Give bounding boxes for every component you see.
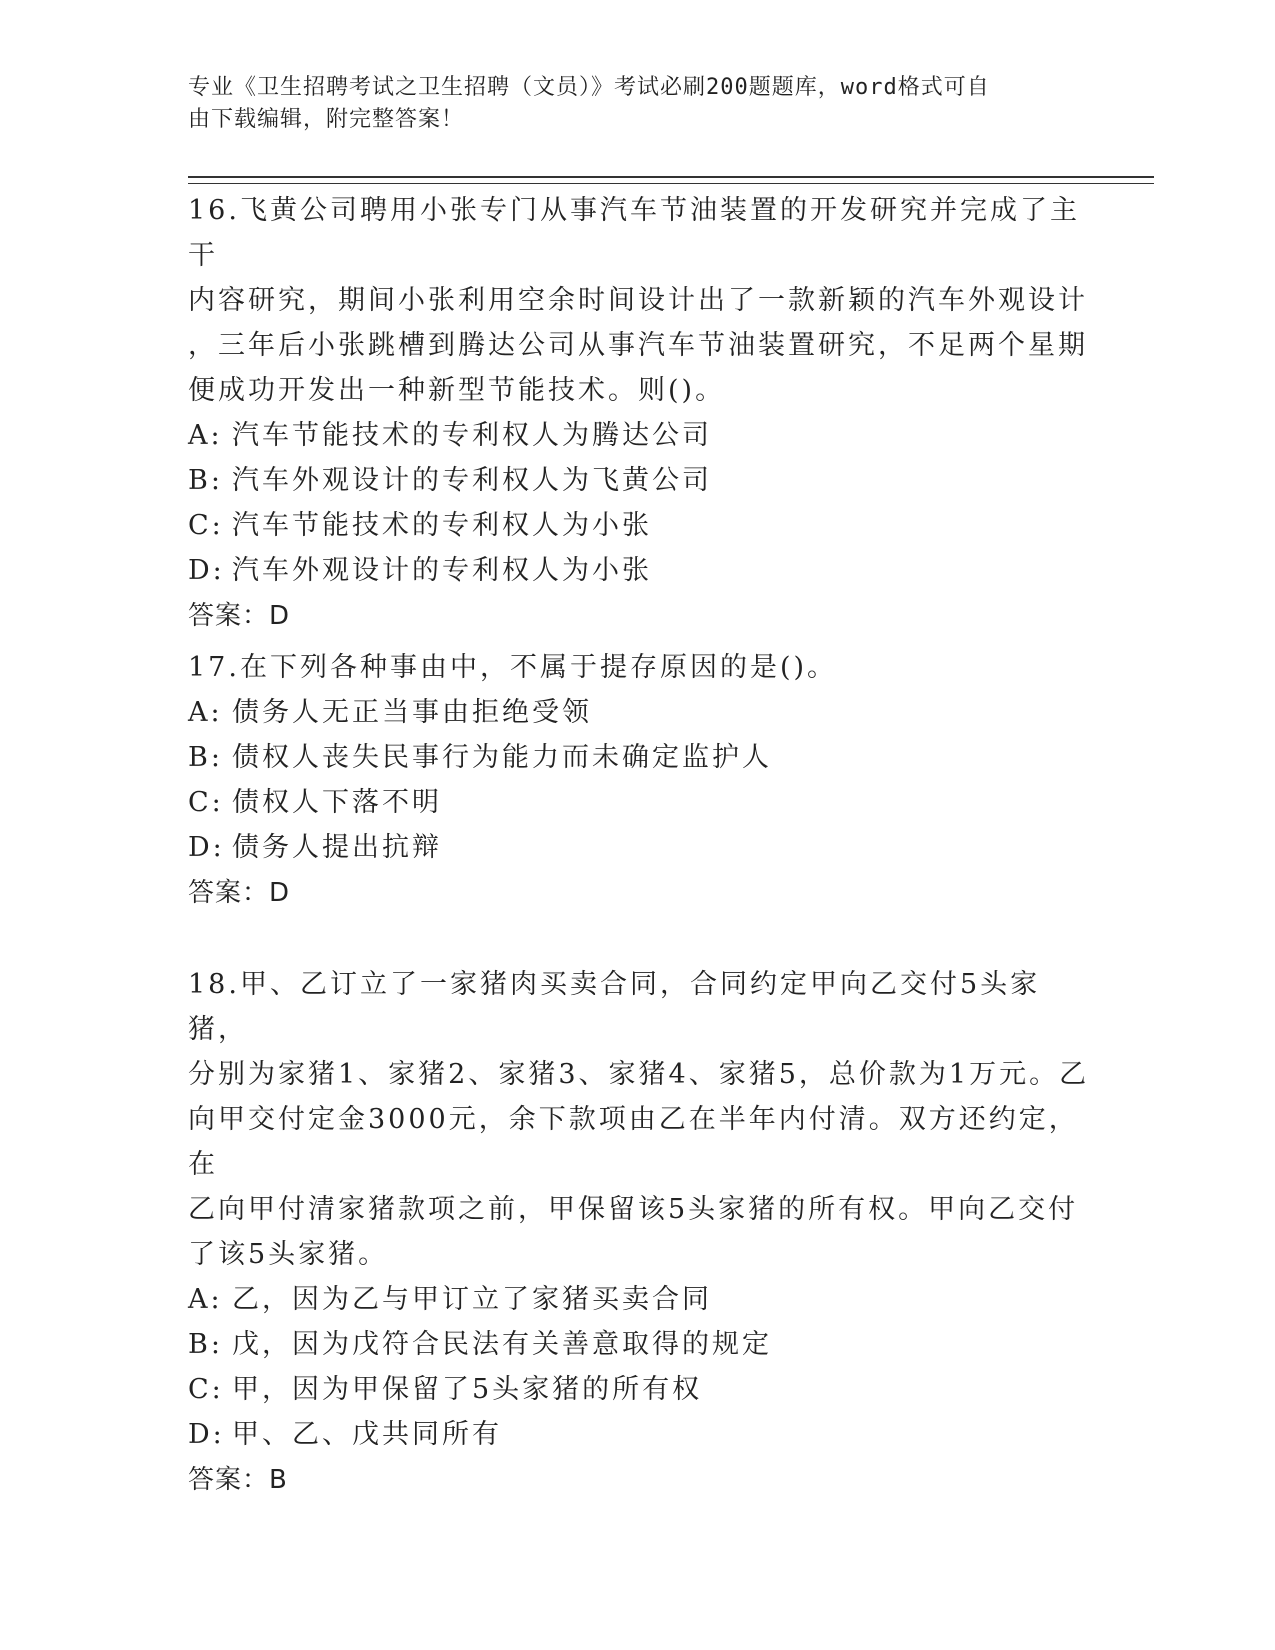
- answer-line: 答案：D: [188, 601, 291, 631]
- option-letter: D:: [188, 555, 225, 586]
- option-a: [188, 690, 1098, 735]
- question-stem-line: 18.甲、乙订立了一家猪肉买卖合同，合同约定甲向乙交付5头家猪，: [188, 969, 1041, 1045]
- question-stem-line: 向甲交付定金3000元，余下款项由乙在半年内付清。双方还约定，在: [188, 1104, 1079, 1180]
- option-text: 汽车节能技术的专利权人为小张: [232, 510, 652, 541]
- option-text: 汽车外观设计的专利权人为飞黄公司: [232, 465, 712, 496]
- question-stem-line: 内容研究，期间小张利用空余时间设计出了一款新颖的汽车外观设计: [188, 285, 1088, 316]
- option-letter: B:: [188, 742, 223, 773]
- header-line-1: 专业《卫生招聘考试之卫生招聘（文员）》考试必刷200题题库，word格式可自: [188, 75, 990, 100]
- document-header: [188, 72, 1088, 136]
- answer-line: 答案：B: [188, 1465, 288, 1495]
- option-c: [188, 503, 1098, 548]
- question-16: [188, 188, 1098, 639]
- option-letter: A:: [188, 1284, 223, 1315]
- option-letter: D:: [188, 1419, 225, 1450]
- option-text: 汽车节能技术的专利权人为腾达公司: [232, 420, 712, 451]
- option-letter: C:: [188, 787, 224, 818]
- option-text: 债权人下落不明: [232, 787, 442, 818]
- answer-line: 答案：D: [188, 878, 291, 908]
- option-a: [188, 413, 1098, 458]
- option-text: 甲、乙、戊共同所有: [232, 1419, 502, 1450]
- option-d: [188, 1412, 1098, 1457]
- option-letter: B:: [188, 465, 223, 496]
- question-stem-line: 了该5头家猪。: [188, 1239, 389, 1270]
- option-b: [188, 735, 1098, 780]
- option-text: 甲，因为甲保留了5头家猪的所有权: [232, 1374, 703, 1405]
- option-text: 戊，因为戊符合民法有关善意取得的规定: [232, 1329, 772, 1360]
- question-stem-line: 分别为家猪1、家猪2、家猪3、家猪4、家猪5，总价款为1万元。乙: [188, 1059, 1090, 1090]
- header-divider-thin: [188, 183, 1154, 184]
- question-stem-line: ，三年后小张跳槽到腾达公司从事汽车节油装置研究，不足两个星期: [188, 330, 1088, 361]
- option-c: [188, 780, 1098, 825]
- option-letter: C:: [188, 510, 224, 541]
- option-a: [188, 1277, 1098, 1322]
- option-d: [188, 825, 1098, 870]
- option-b: [188, 1322, 1098, 1367]
- option-text: 汽车外观设计的专利权人为小张: [232, 555, 652, 586]
- option-text: 债务人提出抗辩: [232, 832, 442, 863]
- option-b: [188, 458, 1098, 503]
- header-line-2: 由下载编辑，附完整答案！: [188, 107, 465, 132]
- option-text: 债务人无正当事由拒绝受领: [232, 697, 592, 728]
- question-stem-line: 便成功开发出一种新型节能技术。则()。: [188, 375, 726, 406]
- option-d: [188, 548, 1098, 593]
- option-letter: B:: [188, 1329, 223, 1360]
- question-17: [188, 645, 1098, 916]
- option-letter: D:: [188, 832, 225, 863]
- question-stem-line: 乙向甲付清家猪款项之前，甲保留该5头家猪的所有权。甲向乙交付: [188, 1194, 1079, 1225]
- question-stem-line: 17.在下列各种事由中，不属于提存原因的是()。: [188, 652, 838, 683]
- option-letter: A:: [188, 697, 223, 728]
- question-stem-line: 16.飞黄公司聘用小张专门从事汽车节油装置的开发研究并完成了主干: [188, 195, 1080, 271]
- option-letter: A:: [188, 420, 223, 451]
- header-divider-thick: [188, 176, 1154, 178]
- option-text: 债权人丧失民事行为能力而未确定监护人: [232, 742, 772, 773]
- option-c: [188, 1367, 1098, 1412]
- question-18: [188, 962, 1098, 1503]
- option-text: 乙，因为乙与甲订立了家猪买卖合同: [232, 1284, 712, 1315]
- option-letter: C:: [188, 1374, 224, 1405]
